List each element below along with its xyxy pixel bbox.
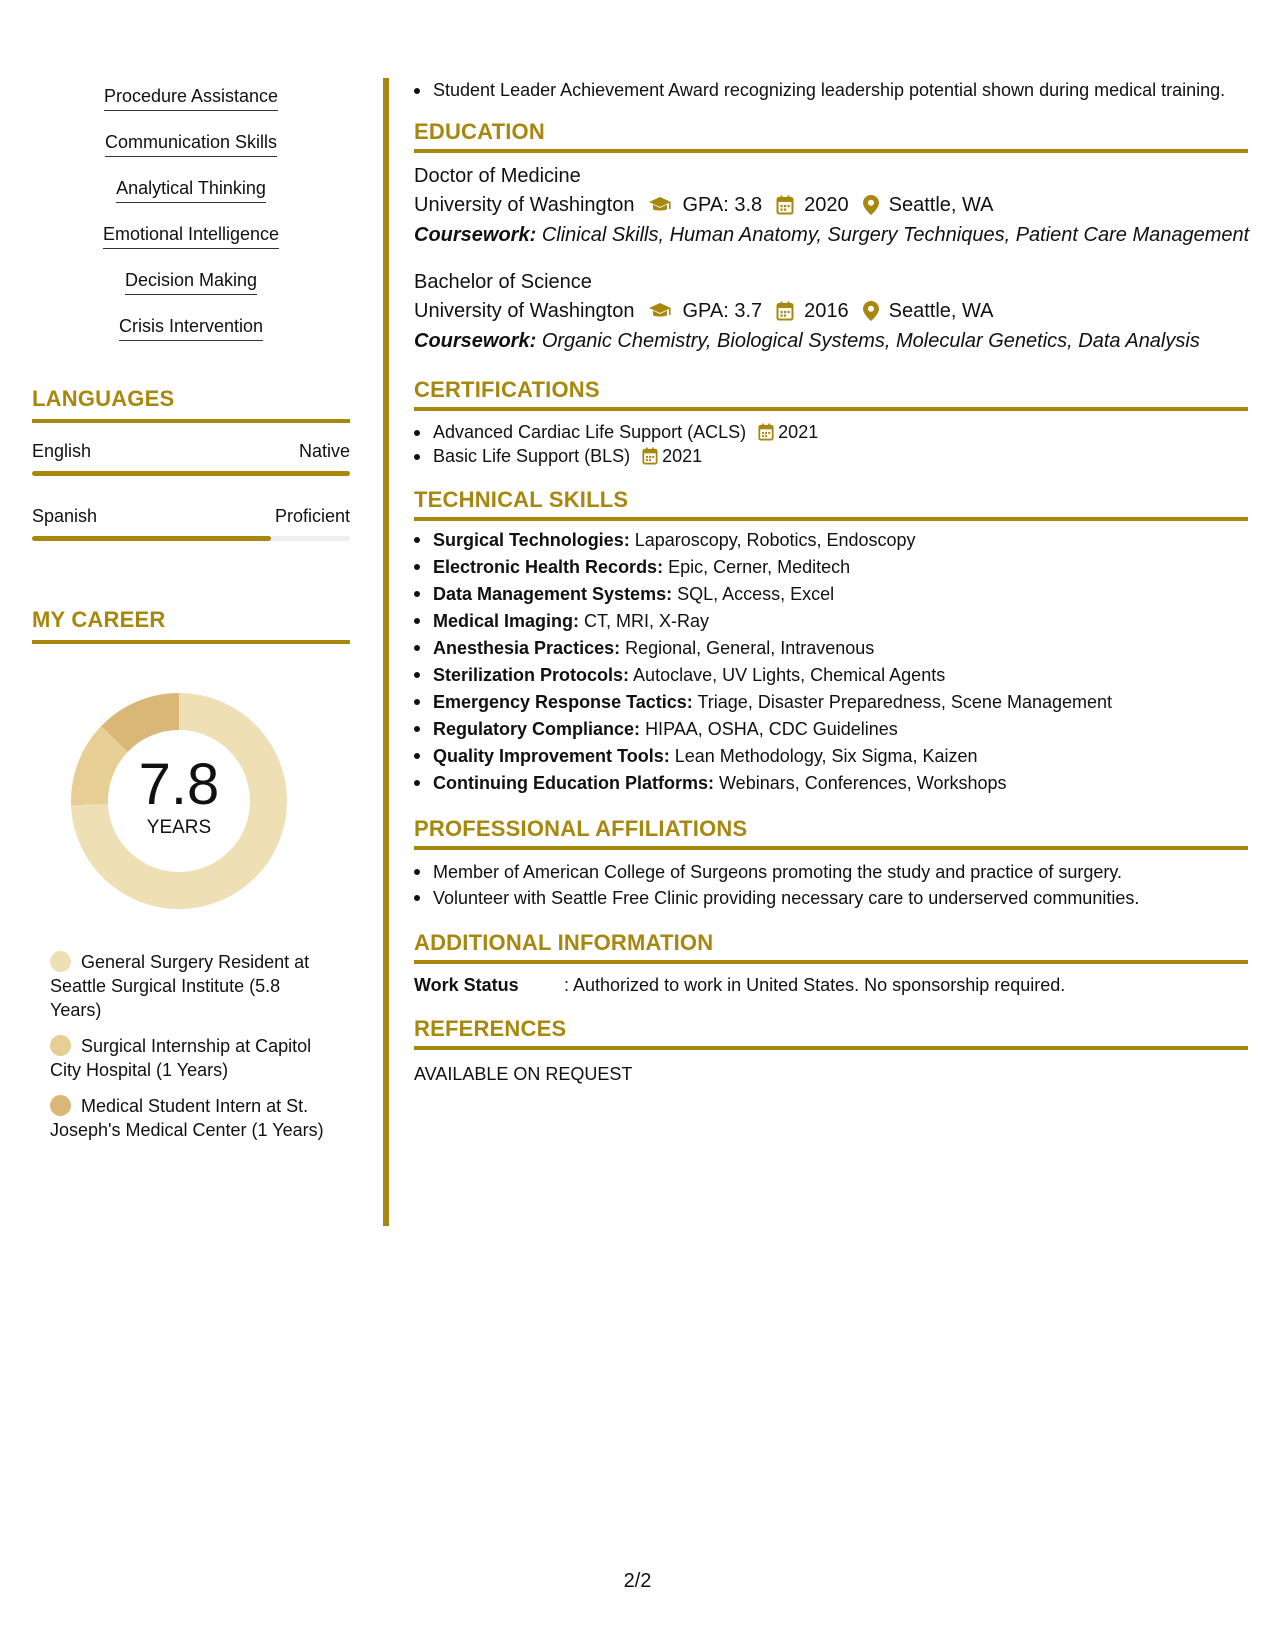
career-legend <box>32 950 350 1142</box>
certification-name: Advanced Cardiac Life Support (ACLS) <box>433 422 747 442</box>
references-section <box>414 1015 1248 1086</box>
language-level-fill <box>32 471 350 476</box>
additional-info-title: ADDITIONAL INFORMATION <box>414 929 1248 964</box>
skill-category: Anesthesia Practices: <box>433 638 621 658</box>
graduation-year: 2020 <box>804 194 849 216</box>
technical-skill-item <box>414 770 1248 797</box>
references-text: AVAILABLE ON REQUEST <box>414 1064 633 1084</box>
career-legend-label: Medical Student Intern at St. Joseph's Medical Center (1 Years) <box>50 1096 324 1140</box>
technical-skill-item <box>414 527 1248 554</box>
school-location: Seattle, WA <box>888 194 994 216</box>
certifications-list <box>414 420 1248 468</box>
work-status-value: : Authorized to work in United States. No sponsorship required. <box>564 975 1066 995</box>
coursework-label: Coursework: <box>414 224 537 246</box>
certification-year: 2021 <box>778 422 819 442</box>
graduation-cap-icon <box>648 302 672 320</box>
skill-category: Electronic Health Records: <box>433 557 664 577</box>
school-name: University of Washington <box>414 300 635 322</box>
skill-item: Procedure Assistance <box>104 84 278 111</box>
awards-continued-list <box>414 78 1248 102</box>
coursework-text: Clinical Skills, Human Anatomy, Surgery Techniques, Patient Care Management <box>541 224 1250 246</box>
left-column <box>32 84 350 1154</box>
education-item <box>414 162 1248 250</box>
coursework-line <box>414 220 1248 250</box>
technical-skill-item <box>414 554 1248 581</box>
technical-skill-item <box>414 635 1248 662</box>
skill-values: Epic, Cerner, Meditech <box>668 557 851 577</box>
skill-category: Sterilization Protocols: <box>433 665 630 685</box>
skills-list <box>32 84 350 360</box>
legend-dot <box>50 951 71 972</box>
languages-title: LANGUAGES <box>32 386 350 423</box>
graduation-cap-icon <box>648 196 672 214</box>
skill-item: Analytical Thinking <box>116 176 266 203</box>
skill-category: Surgical Technologies: <box>433 530 630 550</box>
career-legend-item <box>50 1034 330 1082</box>
references-title: REFERENCES <box>414 1015 1248 1050</box>
certification-item <box>414 444 1248 468</box>
calendar-icon <box>642 447 658 465</box>
location-pin-icon <box>863 301 879 321</box>
coursework-text: Organic Chemistry, Biological Systems, Molecular Genetics, Data Analysis <box>541 330 1200 352</box>
school-location: Seattle, WA <box>888 300 994 322</box>
skill-category: Emergency Response Tactics: <box>433 692 693 712</box>
languages-section <box>32 386 350 541</box>
gpa: GPA: 3.7 <box>682 300 763 322</box>
technical-skill-item <box>414 608 1248 635</box>
skill-values: Regional, General, Intravenous <box>625 638 875 658</box>
skill-values: Triage, Disaster Preparedness, Scene Management <box>697 692 1113 712</box>
career-section <box>32 607 350 1142</box>
work-status-row <box>414 973 1248 997</box>
certifications-section <box>414 376 1248 468</box>
certification-name: Basic Life Support (BLS) <box>433 446 631 466</box>
education-item <box>414 268 1248 356</box>
language-level-bar <box>32 536 350 541</box>
technical-skill-item <box>414 581 1248 608</box>
education-title: EDUCATION <box>414 118 1248 153</box>
certification-year: 2021 <box>662 446 703 466</box>
technical-skill-item <box>414 716 1248 743</box>
skill-item: Decision Making <box>125 268 257 295</box>
page-number: 2/2 <box>623 1570 652 1592</box>
school-name: University of Washington <box>414 194 635 216</box>
right-column <box>414 78 1248 1086</box>
skill-values: SQL, Access, Excel <box>677 584 835 604</box>
technical-skill-item <box>414 662 1248 689</box>
affiliations-section <box>414 815 1248 911</box>
technical-skills-section <box>414 486 1248 797</box>
language-level-bar <box>32 471 350 476</box>
language-level: Proficient <box>274 506 350 526</box>
location-pin-icon <box>863 195 879 215</box>
coursework-line <box>414 326 1248 356</box>
skill-values: HIPAA, OSHA, CDC Guidelines <box>645 719 898 739</box>
column-divider <box>383 78 389 1226</box>
career-donut-chart <box>64 686 294 916</box>
graduation-year: 2016 <box>804 300 849 322</box>
affiliations-list <box>414 859 1248 911</box>
gpa: GPA: 3.8 <box>682 194 763 216</box>
language-level: Native <box>298 441 350 461</box>
affiliation-item: Volunteer with Seattle Free Clinic providing necessary care to underserved communities. <box>414 885 1248 911</box>
language-name: English <box>32 441 92 461</box>
language-item <box>32 439 350 476</box>
skill-values: Lean Methodology, Six Sigma, Kaizen <box>674 746 978 766</box>
legend-dot <box>50 1095 71 1116</box>
skill-item: Communication Skills <box>105 130 277 157</box>
technical-skills-list <box>414 527 1248 797</box>
language-level-fill <box>32 536 271 541</box>
technical-skill-item <box>414 689 1248 716</box>
language-item <box>32 504 350 541</box>
legend-dot <box>50 1035 71 1056</box>
career-total-years: 7.8 <box>138 752 220 817</box>
calendar-icon <box>776 301 794 321</box>
skill-values: Autoclave, UV Lights, Chemical Agents <box>633 665 946 685</box>
affiliation-item: Member of American College of Surgeons promoting the study and practice of surgery. <box>414 859 1248 885</box>
skill-values: Webinars, Conferences, Workshops <box>719 773 1007 793</box>
affiliations-title: PROFESSIONAL AFFILIATIONS <box>414 815 1248 850</box>
career-title: MY CAREER <box>32 607 350 644</box>
career-legend-label: Surgical Internship at Capitol City Hospital (1 Years) <box>50 1036 312 1080</box>
skill-category: Regulatory Compliance: <box>433 719 641 739</box>
skill-values: Laparoscopy, Robotics, Endoscopy <box>634 530 916 550</box>
skill-category: Quality Improvement Tools: <box>433 746 670 766</box>
career-legend-item <box>50 950 330 1022</box>
career-years-unit: YEARS <box>146 817 212 838</box>
skill-category: Data Management Systems: <box>433 584 673 604</box>
certification-item <box>414 420 1248 444</box>
skill-category: Medical Imaging: <box>433 611 580 631</box>
additional-info-section <box>414 929 1248 997</box>
skill-item: Crisis Intervention <box>119 314 263 341</box>
certifications-title: CERTIFICATIONS <box>414 376 1248 411</box>
degree-name: Bachelor of Science <box>414 271 592 293</box>
technical-skills-title: TECHNICAL SKILLS <box>414 486 1248 521</box>
skill-category: Continuing Education Platforms: <box>433 773 714 793</box>
language-name: Spanish <box>32 506 98 526</box>
calendar-icon <box>758 423 774 441</box>
degree-name: Doctor of Medicine <box>414 165 581 187</box>
career-legend-label: General Surgery Resident at Seattle Surgical Institute (5.8 Years) <box>50 952 310 1020</box>
education-section <box>414 118 1248 356</box>
work-status-label: Work Status <box>414 975 519 995</box>
skill-values: CT, MRI, X-Ray <box>584 611 710 631</box>
award-item: Student Leader Achievement Award recognizing leadership potential shown during medical training. <box>414 78 1248 102</box>
technical-skill-item <box>414 743 1248 770</box>
skill-item: Emotional Intelligence <box>103 222 279 249</box>
career-legend-item <box>50 1094 330 1142</box>
calendar-icon <box>776 195 794 215</box>
coursework-label: Coursework: <box>414 330 537 352</box>
